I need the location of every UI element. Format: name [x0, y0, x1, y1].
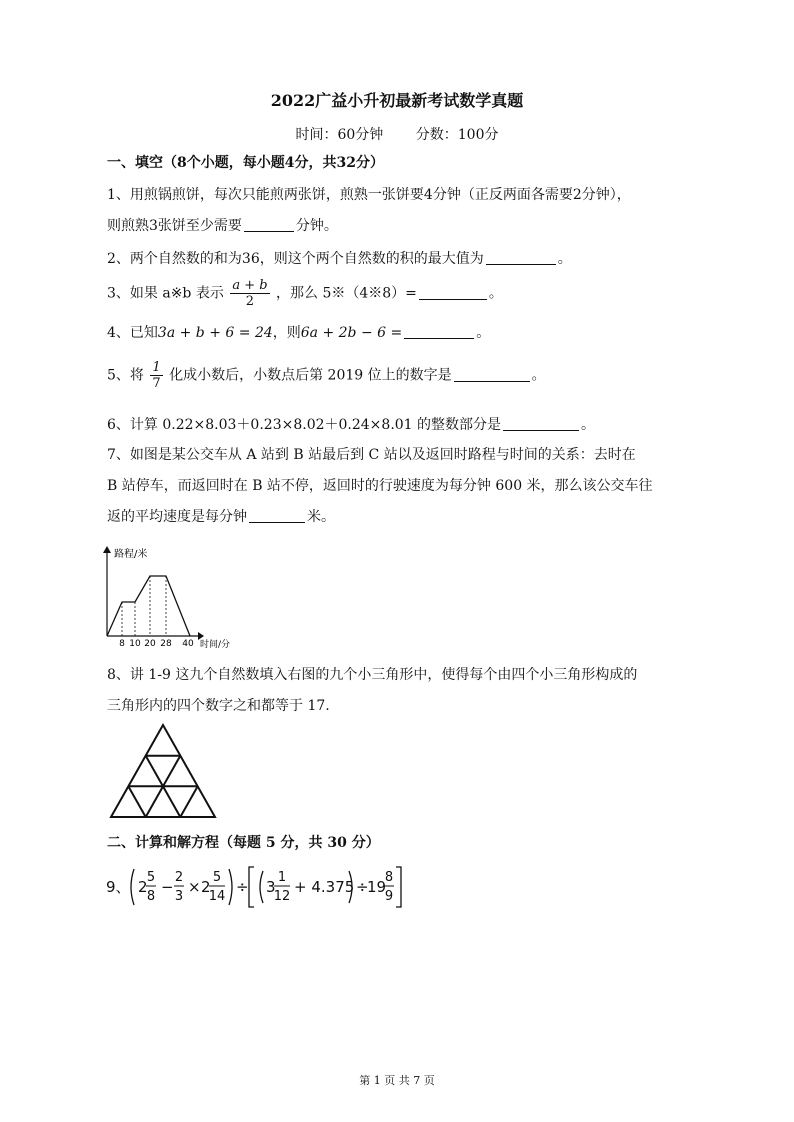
equation: 3a + b + 6 = 24 [157, 325, 273, 341]
answer-blank[interactable] [454, 367, 530, 382]
numerator: 5 [146, 870, 156, 885]
question-8 [107, 660, 697, 722]
question-9-expression [104, 862, 404, 912]
answer-blank[interactable] [503, 416, 579, 431]
answer-blank[interactable] [404, 324, 474, 339]
denominator: 3 [174, 889, 184, 904]
q3-text-end: 。 [488, 285, 503, 302]
denominator: 7 [152, 376, 161, 391]
total-score: 分数：100分 [415, 127, 499, 143]
q6-text: 6、计算 0.22×8.03＋0.23×8.02＋0.24×8.01 的整数部分是 [107, 417, 502, 433]
q4-text-end: 。 [476, 325, 491, 341]
question-2 [107, 244, 697, 275]
q8-line2: 三角形内的四个数字之和都等于 17. [107, 698, 330, 714]
q1-line2 [107, 211, 697, 242]
left-paren [131, 869, 134, 905]
q6-text-end: 。 [581, 417, 596, 433]
tick-label: 28 [160, 639, 172, 649]
question-4 [107, 318, 697, 349]
denominator: 8 [146, 889, 156, 904]
mixed-whole: 19 [367, 878, 387, 896]
section-2-heading: 二、计算和解方程（每题 5 分，共 30 分） [107, 835, 380, 851]
fraction [230, 278, 269, 309]
question-5 [107, 360, 697, 392]
time-limit: 时间：60分钟 [295, 127, 384, 143]
q3-text: 3、如果 a※b 表示 [107, 285, 224, 302]
q7-line1: 7、如图是某公交车从 A 站到 B 站最后到 C 站以及返回时路程与时间的关系：去时在 [107, 447, 636, 463]
left-paren [260, 871, 263, 903]
tick-label: 8 [119, 639, 125, 649]
grid-line [128, 786, 145, 817]
mixed-whole: 2 [138, 878, 148, 896]
mixed-whole: 2 [201, 878, 211, 896]
tick-label: 40 [182, 639, 194, 649]
right-paren [229, 869, 232, 905]
question-3 [107, 278, 697, 310]
q7-line3 [107, 502, 697, 533]
answer-blank[interactable] [249, 508, 305, 523]
grid-line [180, 786, 197, 817]
numerator: a + b [232, 278, 268, 293]
q1-text: 则煎熟3张饼至少需要 [107, 218, 242, 234]
question-6 [107, 410, 697, 441]
operator: − [161, 878, 174, 896]
y-axis-label: 路程/米 [114, 549, 148, 560]
numerator: 5 [212, 870, 222, 885]
numerator: 8 [384, 870, 394, 885]
operator: × [188, 878, 201, 896]
section-1-heading: 一、填空（8个小题，每小题4分，共32分） [107, 155, 384, 171]
x-axis-arrow [198, 632, 204, 640]
q5-text-mid: 化成小数后，小数点后第 2019 位上的数字是 [169, 367, 452, 384]
q1-line1: 1、用煎锅煎饼，每次只能煎两张饼，煎熟一张饼要4分钟（正反两面各需要2分钟）， [107, 187, 631, 203]
y-axis-arrow [103, 546, 111, 553]
q3-text-mid: ，那么 5※（4※8）= [276, 285, 417, 302]
triangle-grid-diagram [108, 722, 218, 820]
page-title: 2022广益小升初最新考试数学真题 [270, 91, 524, 110]
fraction [150, 360, 162, 391]
trip-line [107, 576, 190, 636]
q7-line2: B 站停车，而返回时在 B 站不停，返回时的行驶速度为每分钟 600 米，那么该公交车往 [107, 478, 653, 494]
operator: ÷ [356, 878, 369, 896]
left-bracket [249, 867, 254, 907]
tick-label: 10 [129, 639, 141, 649]
tick-label: 20 [144, 639, 156, 649]
exam-meta [0, 124, 794, 144]
operator: ÷ [236, 878, 249, 896]
answer-blank[interactable] [419, 285, 487, 300]
x-axis-label: 时间/分 [200, 640, 231, 650]
q1-text-end: 分钟。 [295, 218, 338, 234]
q7-text-end: 米。 [307, 509, 335, 525]
q7-text: 返的平均速度是每分钟 [107, 509, 247, 525]
mixed-whole: 3 [266, 878, 276, 896]
expression: 6a + 2b − 6 = [300, 325, 403, 341]
denominator: 12 [273, 889, 291, 904]
q4-text: 4、已知 [107, 325, 158, 341]
q9-label: 9、 [106, 878, 131, 896]
question-1 [107, 180, 697, 242]
q4-text-mid: ，则 [272, 325, 301, 341]
numerator: 1 [152, 360, 161, 375]
answer-blank[interactable] [244, 217, 294, 232]
operator: + 4.375 [294, 878, 355, 896]
question-7 [107, 440, 697, 533]
q2-text-end: 。 [557, 251, 572, 267]
answer-blank[interactable] [486, 250, 556, 265]
right-bracket [396, 867, 401, 907]
denominator: 14 [208, 889, 226, 904]
distance-time-graph [100, 544, 250, 650]
denominator: 9 [384, 889, 394, 904]
q5-text: 5、将 [107, 367, 144, 384]
denominator: 2 [245, 294, 255, 309]
numerator: 1 [277, 870, 287, 885]
page-footer: 第 1 页 共 7 页 [359, 1074, 435, 1087]
q5-text-end: 。 [531, 367, 546, 384]
q2-text: 2、两个自然数的和为36，则这个两个自然数的积的最大值为 [107, 251, 484, 267]
outer-triangle [111, 725, 215, 817]
numerator: 2 [174, 870, 184, 885]
q8-line1: 8、讲 1-9 这九个自然数填入右图的九个小三角形中，使得每个由四个小三角形构成的 [107, 667, 638, 683]
